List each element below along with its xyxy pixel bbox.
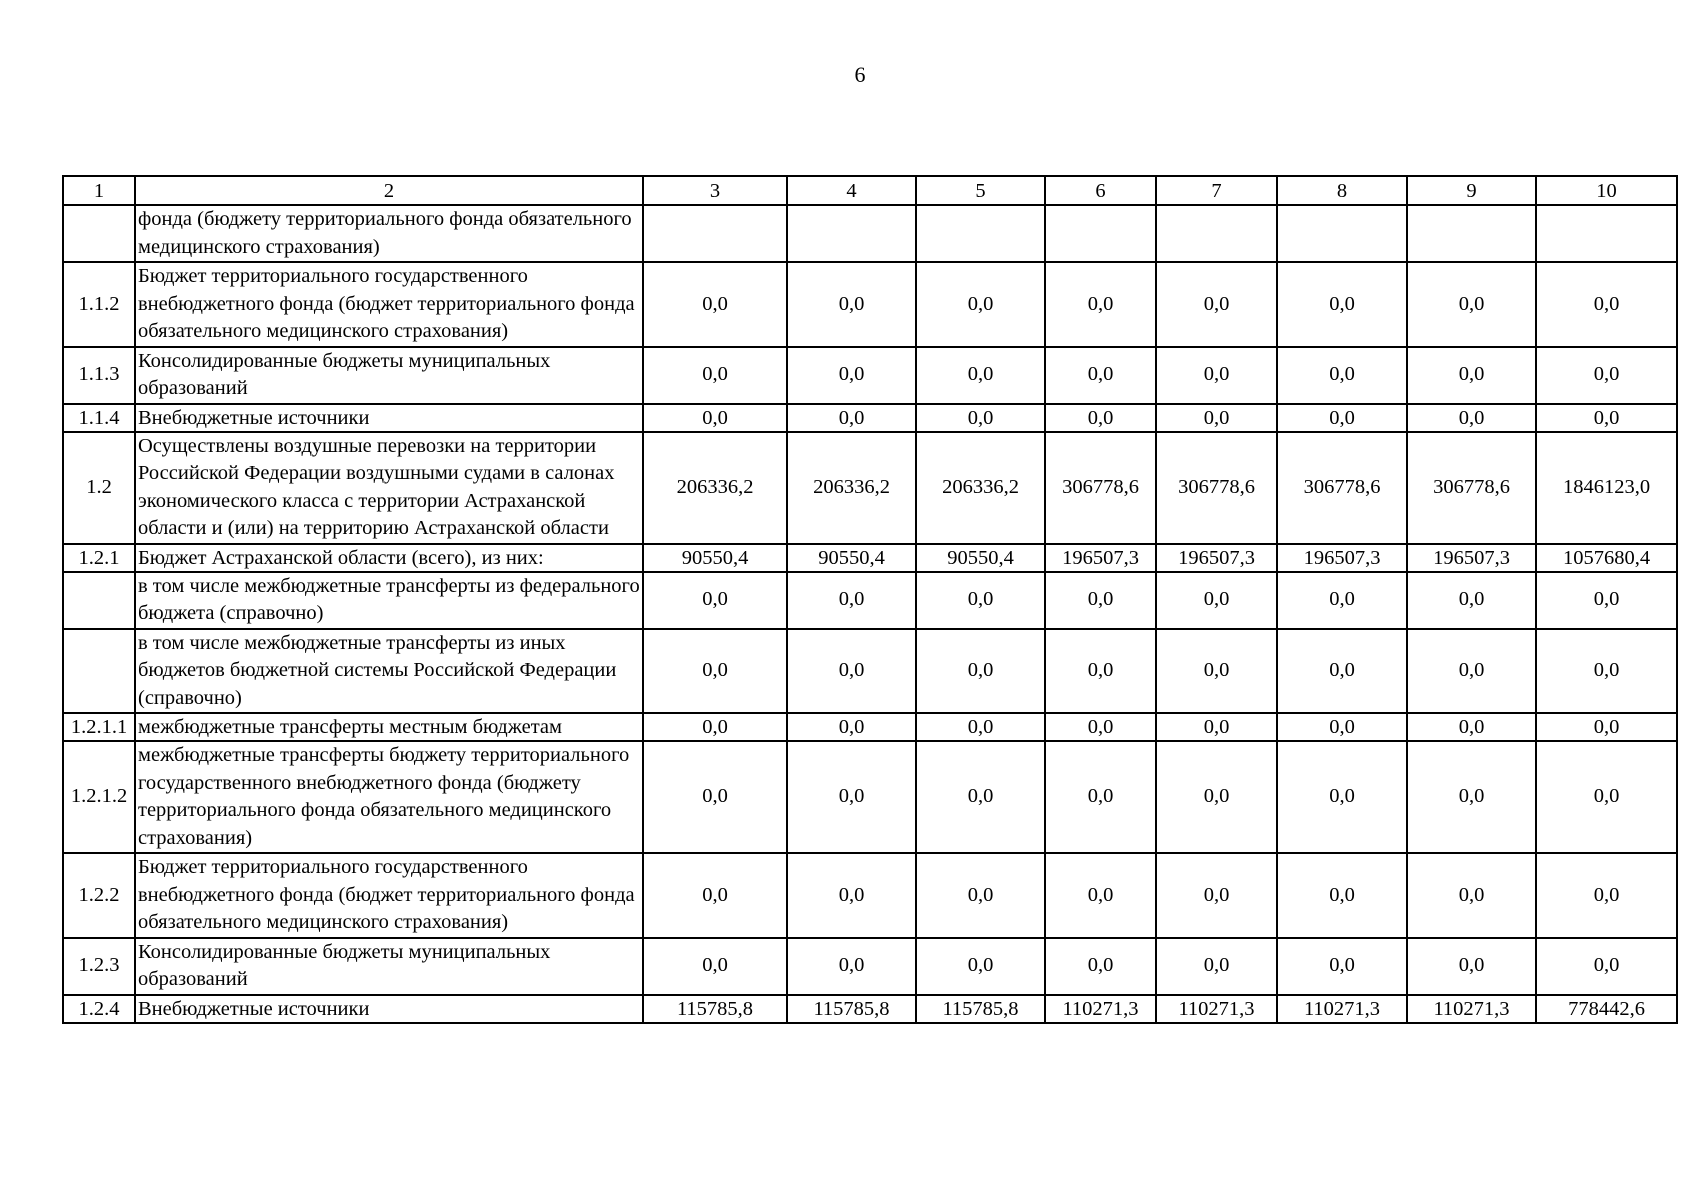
header-cell: 8 <box>1277 176 1407 205</box>
value-cell: 0,0 <box>643 347 787 404</box>
value-cell: 0,0 <box>1407 713 1536 741</box>
row-code: 1.2.1 <box>63 544 135 572</box>
value-cell: 196507,3 <box>1407 544 1536 572</box>
value-cell: 0,0 <box>1156 262 1277 347</box>
value-cell: 0,0 <box>1045 938 1156 995</box>
value-cell: 90550,4 <box>787 544 916 572</box>
value-cell: 196507,3 <box>1277 544 1407 572</box>
value-cell <box>643 205 787 262</box>
row-description: Консолидированные бюджеты муниципальных образований <box>135 347 643 404</box>
value-cell: 0,0 <box>1045 629 1156 714</box>
value-cell: 0,0 <box>916 938 1045 995</box>
value-cell: 206336,2 <box>916 432 1045 544</box>
value-cell: 0,0 <box>1407 347 1536 404</box>
row-code <box>63 572 135 629</box>
value-cell: 306778,6 <box>1045 432 1156 544</box>
table-row <box>63 995 1677 1023</box>
table-row <box>63 713 1677 741</box>
value-cell: 0,0 <box>787 347 916 404</box>
row-description: Консолидированные бюджеты муниципальных образований <box>135 938 643 995</box>
value-cell: 0,0 <box>1156 629 1277 714</box>
row-description: Бюджет территориального государственного внебюджетного фонда (бюджет территориального фонда обязательного медицинского страхования) <box>135 262 643 347</box>
table-row <box>63 938 1677 995</box>
value-cell <box>787 205 916 262</box>
table-row <box>63 404 1677 432</box>
value-cell: 0,0 <box>643 741 787 853</box>
value-cell: 0,0 <box>916 853 1045 938</box>
table-row <box>63 262 1677 347</box>
value-cell: 206336,2 <box>787 432 916 544</box>
value-cell: 0,0 <box>1045 572 1156 629</box>
value-cell: 0,0 <box>916 713 1045 741</box>
value-cell: 0,0 <box>1536 853 1677 938</box>
value-cell: 196507,3 <box>1045 544 1156 572</box>
value-cell: 110271,3 <box>1407 995 1536 1023</box>
value-cell: 0,0 <box>1536 741 1677 853</box>
value-cell: 0,0 <box>787 404 916 432</box>
value-cell: 0,0 <box>643 262 787 347</box>
row-description: Бюджет территориального государственного внебюджетного фонда (бюджет территориального фонда обязательного медицинского страхования) <box>135 853 643 938</box>
table-row <box>63 572 1677 629</box>
value-cell <box>1277 205 1407 262</box>
header-cell: 5 <box>916 176 1045 205</box>
value-cell: 0,0 <box>1045 853 1156 938</box>
header-cell: 9 <box>1407 176 1536 205</box>
value-cell: 0,0 <box>1277 404 1407 432</box>
value-cell: 0,0 <box>1277 713 1407 741</box>
value-cell: 0,0 <box>1536 572 1677 629</box>
table-row <box>63 205 1677 262</box>
value-cell: 115785,8 <box>643 995 787 1023</box>
value-cell: 0,0 <box>1407 262 1536 347</box>
value-cell: 0,0 <box>1156 741 1277 853</box>
value-cell: 206336,2 <box>643 432 787 544</box>
value-cell: 0,0 <box>643 713 787 741</box>
header-cell: 3 <box>643 176 787 205</box>
value-cell: 196507,3 <box>1156 544 1277 572</box>
row-description: Внебюджетные источники <box>135 404 643 432</box>
value-cell: 306778,6 <box>1156 432 1277 544</box>
row-code: 1.2.4 <box>63 995 135 1023</box>
value-cell: 0,0 <box>1536 938 1677 995</box>
value-cell: 0,0 <box>916 629 1045 714</box>
value-cell: 110271,3 <box>1277 995 1407 1023</box>
header-cell: 1 <box>63 176 135 205</box>
row-description: в том числе межбюджетные трансферты из иных бюджетов бюджетной системы Российской Федерации (справочно) <box>135 629 643 714</box>
value-cell: 306778,6 <box>1277 432 1407 544</box>
header-cell: 7 <box>1156 176 1277 205</box>
value-cell: 0,0 <box>1045 347 1156 404</box>
header-cell: 4 <box>787 176 916 205</box>
value-cell: 0,0 <box>1407 853 1536 938</box>
row-code: 1.1.4 <box>63 404 135 432</box>
value-cell <box>916 205 1045 262</box>
value-cell: 0,0 <box>1536 262 1677 347</box>
row-code: 1.2.1.2 <box>63 741 135 853</box>
value-cell: 0,0 <box>916 262 1045 347</box>
table-row <box>63 544 1677 572</box>
value-cell: 0,0 <box>787 629 916 714</box>
value-cell: 0,0 <box>1407 629 1536 714</box>
row-description: межбюджетные трансферты местным бюджетам <box>135 713 643 741</box>
header-cell: 2 <box>135 176 643 205</box>
row-description: Внебюджетные источники <box>135 995 643 1023</box>
table-row <box>63 853 1677 938</box>
value-cell: 0,0 <box>1407 404 1536 432</box>
value-cell: 0,0 <box>787 262 916 347</box>
value-cell: 0,0 <box>916 572 1045 629</box>
value-cell: 0,0 <box>1407 572 1536 629</box>
value-cell: 0,0 <box>1277 938 1407 995</box>
table-row <box>63 347 1677 404</box>
value-cell: 0,0 <box>1277 262 1407 347</box>
value-cell: 0,0 <box>1156 404 1277 432</box>
value-cell: 0,0 <box>643 572 787 629</box>
value-cell: 0,0 <box>1536 404 1677 432</box>
table-row <box>63 741 1677 853</box>
value-cell: 306778,6 <box>1407 432 1536 544</box>
value-cell: 0,0 <box>643 853 787 938</box>
value-cell: 0,0 <box>643 938 787 995</box>
value-cell: 0,0 <box>1156 713 1277 741</box>
row-code: 1.1.2 <box>63 262 135 347</box>
value-cell: 0,0 <box>1277 572 1407 629</box>
value-cell <box>1156 205 1277 262</box>
value-cell <box>1407 205 1536 262</box>
table-row <box>63 629 1677 714</box>
value-cell: 115785,8 <box>916 995 1045 1023</box>
value-cell: 0,0 <box>1156 572 1277 629</box>
value-cell: 0,0 <box>1045 262 1156 347</box>
table-body <box>63 176 1677 1023</box>
row-code: 1.2 <box>63 432 135 544</box>
value-cell: 0,0 <box>1277 629 1407 714</box>
value-cell: 0,0 <box>787 572 916 629</box>
value-cell: 0,0 <box>1156 938 1277 995</box>
value-cell: 115785,8 <box>787 995 916 1023</box>
row-description: Осуществлены воздушные перевозки на территории Российской Федерации воздушными судами в салонах экономического класса с территории Астраханской области и (или) на территорию Астраханской области <box>135 432 643 544</box>
value-cell <box>1536 205 1677 262</box>
budget-table <box>62 175 1678 1024</box>
row-code <box>63 205 135 262</box>
table-row <box>63 432 1677 544</box>
value-cell: 0,0 <box>1536 713 1677 741</box>
row-description: Бюджет Астраханской области (всего), из них: <box>135 544 643 572</box>
value-cell: 0,0 <box>643 629 787 714</box>
value-cell: 0,0 <box>1045 404 1156 432</box>
row-code: 1.1.3 <box>63 347 135 404</box>
row-code: 1.2.2 <box>63 853 135 938</box>
value-cell: 110271,3 <box>1045 995 1156 1023</box>
value-cell: 0,0 <box>916 404 1045 432</box>
value-cell: 90550,4 <box>916 544 1045 572</box>
value-cell: 0,0 <box>1156 347 1277 404</box>
value-cell: 0,0 <box>1407 938 1536 995</box>
value-cell: 778442,6 <box>1536 995 1677 1023</box>
value-cell: 0,0 <box>1536 629 1677 714</box>
value-cell: 0,0 <box>787 741 916 853</box>
value-cell: 0,0 <box>1536 347 1677 404</box>
value-cell: 0,0 <box>1407 741 1536 853</box>
row-code: 1.2.1.1 <box>63 713 135 741</box>
value-cell: 0,0 <box>916 741 1045 853</box>
value-cell: 90550,4 <box>643 544 787 572</box>
header-row <box>63 176 1677 205</box>
value-cell: 0,0 <box>1277 347 1407 404</box>
row-description: межбюджетные трансферты бюджету территориального государственного внебюджетного фонда (бюджету территориального фонда обязательного медицинского страхования) <box>135 741 643 853</box>
page-number: 6 <box>854 62 866 87</box>
row-code <box>63 629 135 714</box>
value-cell: 0,0 <box>1045 713 1156 741</box>
value-cell: 0,0 <box>787 713 916 741</box>
value-cell: 1057680,4 <box>1536 544 1677 572</box>
value-cell: 0,0 <box>916 347 1045 404</box>
value-cell: 110271,3 <box>1156 995 1277 1023</box>
value-cell: 0,0 <box>787 938 916 995</box>
row-code: 1.2.3 <box>63 938 135 995</box>
header-cell: 10 <box>1536 176 1677 205</box>
value-cell: 0,0 <box>1277 741 1407 853</box>
row-description: фонда (бюджету территориального фонда обязательного медицинского страхования) <box>135 205 643 262</box>
value-cell: 0,0 <box>1045 741 1156 853</box>
value-cell: 1846123,0 <box>1536 432 1677 544</box>
row-description: в том числе межбюджетные трансферты из федерального бюджета (справочно) <box>135 572 643 629</box>
header-cell: 6 <box>1045 176 1156 205</box>
value-cell: 0,0 <box>1156 853 1277 938</box>
value-cell: 0,0 <box>787 853 916 938</box>
value-cell: 0,0 <box>1277 853 1407 938</box>
value-cell <box>1045 205 1156 262</box>
value-cell: 0,0 <box>643 404 787 432</box>
